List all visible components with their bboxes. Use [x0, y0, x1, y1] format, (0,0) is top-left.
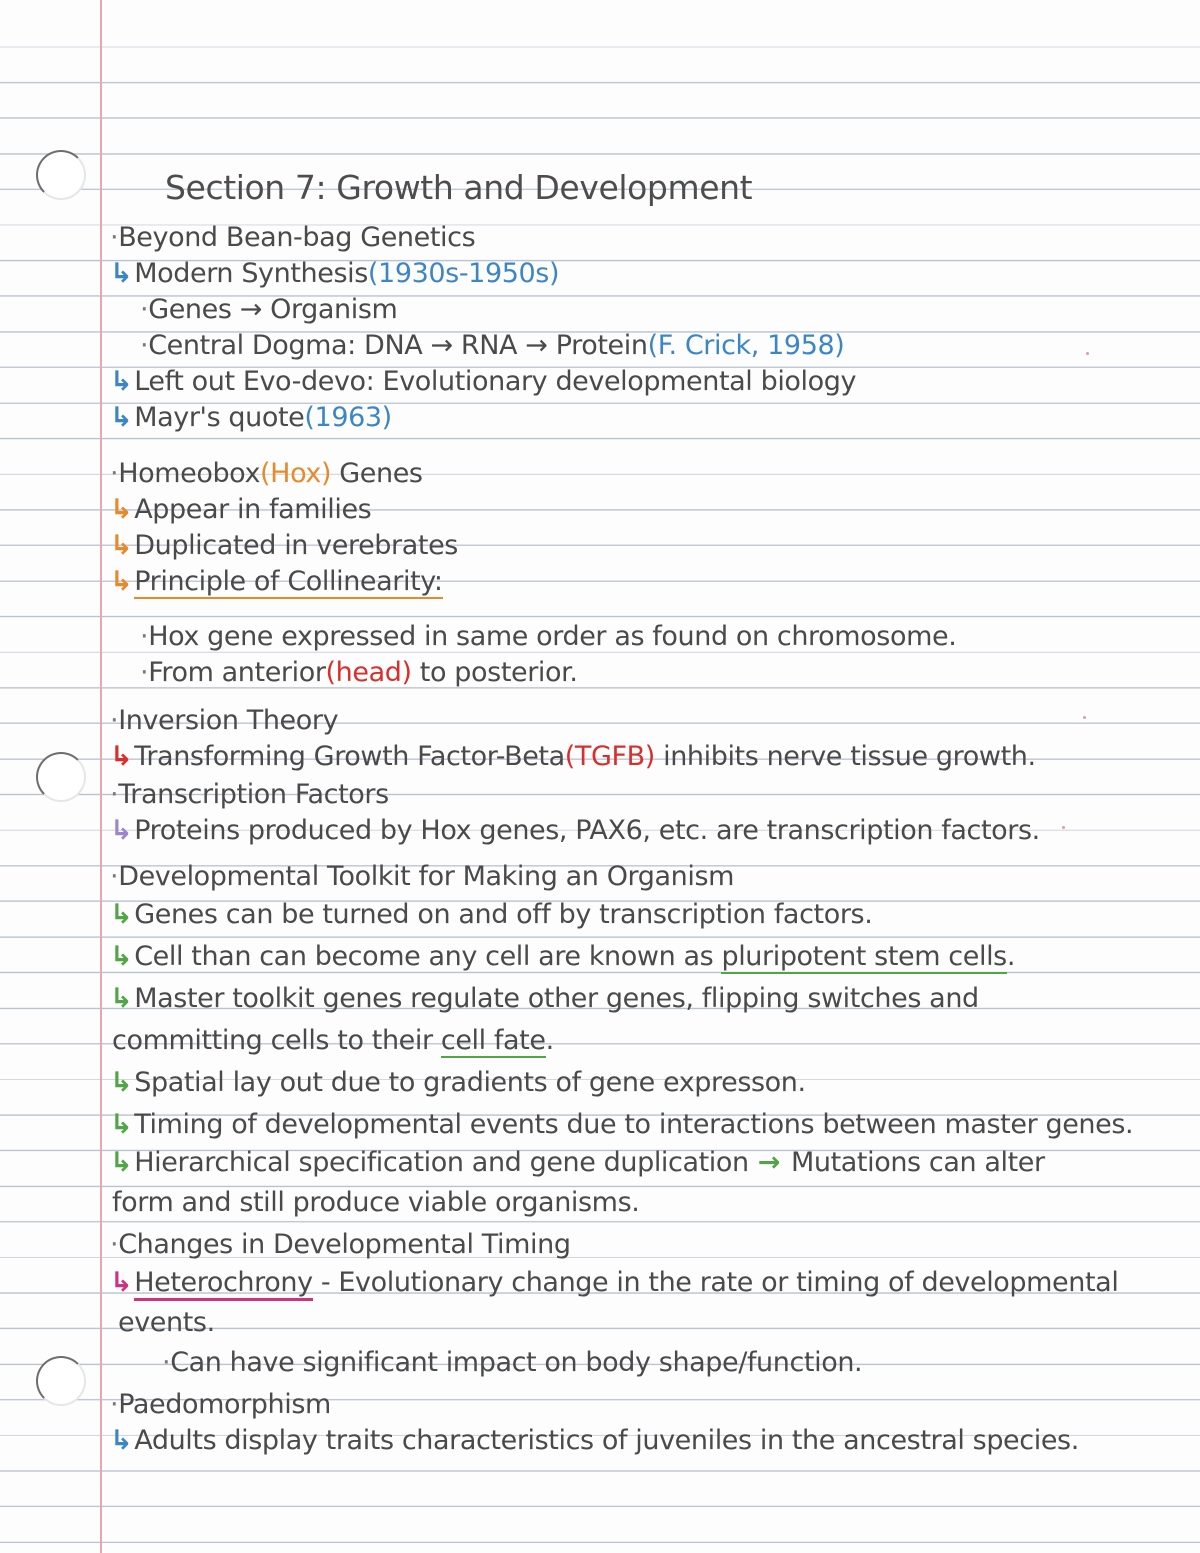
page-title: Section 7: Growth and Development	[165, 168, 753, 207]
arrow-icon: ↳	[110, 258, 133, 289]
arrow-icon: ↳	[110, 566, 133, 597]
arrow-icon: ↳	[110, 741, 133, 772]
arrow-icon: ↳	[110, 1267, 133, 1298]
continuation-line	[118, 1306, 215, 1340]
note-text-blue: (F. Crick, 1958)	[647, 330, 845, 361]
bullet-icon: ·	[110, 1229, 119, 1260]
note-line	[110, 1424, 1079, 1458]
bullet-icon: ·	[162, 1347, 171, 1378]
heading-line	[110, 860, 734, 894]
note-text: Can have significant impact on body shape/function.	[170, 1347, 863, 1378]
note-text: Developmental Toolkit for Making an Organism	[118, 861, 735, 892]
sub-bullet-line	[140, 656, 578, 690]
sub-bullet-line	[140, 329, 844, 363]
margin-line	[100, 0, 102, 1553]
note-text-blue: (1963)	[304, 402, 392, 433]
note-line	[110, 493, 371, 527]
note-line	[110, 1108, 1133, 1142]
heading-line	[110, 221, 475, 255]
note-text-orange: (Hox)	[260, 458, 332, 489]
ink-speck	[1086, 352, 1089, 355]
binder-hole-top	[36, 150, 86, 200]
note-text: From anterior	[148, 657, 326, 688]
bullet-icon: ·	[140, 294, 149, 325]
continuation-line	[112, 1024, 554, 1058]
heading-line	[110, 704, 338, 738]
note-text: Duplicated in verebrates	[134, 530, 458, 561]
note-line	[110, 257, 559, 291]
note-line	[110, 365, 856, 399]
note-text: Genes can be turned on and off by transcription factors.	[134, 899, 873, 930]
note-text: Homeobox	[118, 458, 261, 489]
sub-bullet-line	[140, 620, 956, 654]
arrow-icon: ↳	[110, 366, 133, 397]
note-text-red: (TGFB)	[564, 741, 655, 772]
sub-bullet-line	[140, 293, 397, 327]
note-text: Mutations can alter	[790, 1147, 1045, 1178]
note-text: Left out Evo-devo: Evolutionary developmental biology	[134, 366, 857, 397]
note-line	[110, 814, 1040, 848]
note-text: Spatial lay out due to gradients of gene expresson.	[134, 1067, 806, 1098]
note-text: Central Dogma: DNA → RNA → Protein	[148, 330, 648, 361]
bullet-icon: ·	[140, 621, 149, 652]
note-line	[110, 982, 979, 1016]
note-line	[110, 940, 1015, 974]
arrow-icon: ↳	[110, 1109, 133, 1140]
bullet-icon: ·	[110, 458, 119, 489]
arrow-icon: ↳	[110, 1147, 133, 1178]
arrow-icon: ↳	[110, 530, 133, 561]
heading-line	[110, 457, 423, 491]
note-text: Beyond Bean-bag Genetics	[118, 222, 476, 253]
note-text: committing cells to their	[112, 1025, 441, 1056]
note-text-arrow: →	[748, 1147, 789, 1178]
note-line	[110, 1146, 1045, 1180]
arrow-icon: ↳	[110, 941, 133, 972]
note-text-red: (head)	[325, 657, 412, 688]
sub-bullet-line	[162, 1346, 862, 1380]
bullet-icon: ·	[140, 657, 149, 688]
note-text: form and still produce viable organisms.	[112, 1187, 640, 1218]
note-text-blue: (1930s-1950s)	[367, 258, 560, 289]
arrow-icon: ↳	[110, 402, 133, 433]
arrow-icon: ↳	[110, 815, 133, 846]
ink-speck	[1062, 826, 1065, 829]
arrow-icon: ↳	[110, 494, 133, 525]
binder-hole-middle	[36, 752, 86, 802]
note-text: to posterior.	[411, 657, 578, 688]
note-text: events.	[118, 1307, 215, 1338]
continuation-line	[112, 1186, 639, 1220]
note-text: Paedomorphism	[118, 1389, 331, 1420]
note-text: - Evolutionary change in the rate or timing of developmental	[312, 1267, 1119, 1298]
note-text: Mayr's quote	[134, 402, 305, 433]
note-text: Changes in Developmental Timing	[118, 1229, 571, 1260]
arrow-icon: ↳	[110, 1067, 133, 1098]
note-text: Cell than can become any cell are known as	[134, 941, 722, 972]
note-text: Transcription Factors	[118, 779, 389, 810]
arrow-icon: ↳	[110, 983, 133, 1014]
note-line	[110, 1066, 806, 1100]
note-text: Proteins produced by Hox genes, PAX6, etc. are transcription factors.	[134, 815, 1040, 846]
bullet-icon: ·	[110, 1389, 119, 1420]
note-line	[110, 401, 392, 435]
heading-line	[110, 1228, 571, 1262]
bullet-icon: ·	[110, 861, 119, 892]
note-line	[110, 565, 443, 599]
note-line	[110, 1266, 1118, 1300]
note-text: .	[545, 1025, 554, 1056]
note-text: Genes	[331, 458, 423, 489]
arrow-icon: ↳	[110, 1425, 133, 1456]
binder-hole-bottom	[36, 1356, 86, 1406]
heading-line	[110, 778, 389, 812]
note-line	[110, 740, 1036, 774]
bullet-icon: ·	[140, 330, 149, 361]
bullet-icon: ·	[110, 705, 119, 736]
arrow-icon: ↳	[110, 899, 133, 930]
note-text: Appear in families	[134, 494, 372, 525]
note-text-underlined: cell fate	[440, 1025, 546, 1056]
note-text: Genes → Organism	[148, 294, 398, 325]
note-text: Timing of developmental events due to interactions between master genes.	[134, 1109, 1134, 1140]
note-text: inhibits nerve tissue growth.	[654, 741, 1036, 772]
note-text: Transforming Growth Factor-Beta	[134, 741, 565, 772]
note-text: Hierarchical specification and gene duplication	[134, 1147, 749, 1178]
note-text: .	[1006, 941, 1016, 972]
note-text-underlined: Principle of Collinearity:	[134, 566, 443, 597]
note-line	[110, 898, 872, 932]
heading-line	[110, 1388, 331, 1422]
note-text-underlined: Heterochrony	[134, 1267, 312, 1301]
note-text: Master toolkit genes regulate other genes, flipping switches and	[134, 983, 979, 1014]
note-text: Inversion Theory	[118, 705, 339, 736]
bullet-icon: ·	[110, 222, 119, 253]
note-line	[110, 529, 458, 563]
note-text: Modern Synthesis	[134, 258, 368, 289]
note-text: Hox gene expressed in same order as found on chromosome.	[148, 621, 957, 652]
note-text: Adults display traits characteristics of juveniles in the ancestral species.	[134, 1425, 1079, 1456]
note-text-underlined: pluripotent stem cells	[721, 941, 1007, 972]
bullet-icon: ·	[110, 779, 119, 810]
ink-speck	[1083, 716, 1086, 719]
